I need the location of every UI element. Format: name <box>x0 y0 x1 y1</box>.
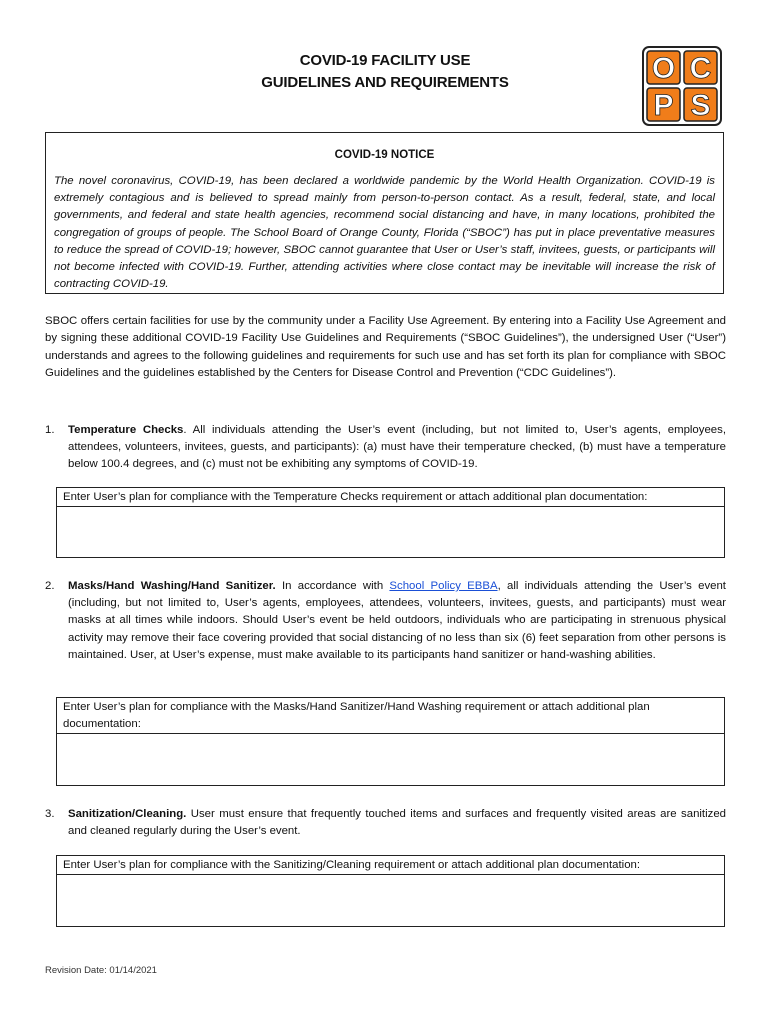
plan-box-masks <box>56 697 725 786</box>
item-number: 1. <box>45 424 55 436</box>
plan-label: Enter User’s plan for compliance with the Sanitizing/Cleaning requirement or attach additional plan documentation: <box>57 856 724 875</box>
item-text: . All individuals attending the User’s event (including, but not limited to, User’s agents, employees, attendees, volunteers, invitees, guests, and participants): (a) must have their temperature checked, (b) must have a temperature below 100.4 degrees, and (c) must not be exhibiting any symptoms of COVID-19. <box>68 424 726 471</box>
school-policy-link[interactable]: School Policy EBBA <box>389 580 498 592</box>
logo-tile-s <box>684 88 717 122</box>
covid-notice-box <box>45 132 724 294</box>
notice-heading: COVID-19 NOTICE <box>334 149 435 161</box>
plan-input-temperature[interactable] <box>57 507 724 559</box>
item-number: 2. <box>45 580 55 592</box>
title-line-1: COVID-19 FACILITY USE <box>299 52 471 69</box>
plan-label: Enter User’s plan for compliance with the Temperature Checks requirement or attach additional plan documentation: <box>57 488 724 507</box>
item-text-after: , all individuals attending the User’s event (including, but not limited to, User’s agents, employees, attendees, volunteers, invitees, guests, and participants) must wear masks at all times while indoors. Should User’s event be held outdoors, individuals who are participating in strenuous physical activity may remove their face covering provided that social distancing of no less than six (6) feet separation from other persons is maintained. User, at User’s expense, must make available to its participants hand sanitizer or hand-washing abilities. <box>68 580 726 661</box>
title-line-2: GUIDELINES AND REQUIREMENTS <box>261 74 509 91</box>
logo-tile-o <box>647 51 680 85</box>
logo-letter-o: O <box>651 52 676 85</box>
item-heading: Masks/Hand Washing/Hand Sanitizer. <box>68 580 276 592</box>
plan-box-sanitization <box>56 855 725 927</box>
logo-tile-c <box>684 51 717 85</box>
plan-input-masks[interactable] <box>57 734 724 786</box>
item-text: In accordance with <box>275 580 390 592</box>
item-heading: Temperature Checks <box>68 424 184 436</box>
intro-paragraph: SBOC offers certain facilities for use by the community under a Facility Use Agreement. By entering into a Facility Use Agreement and by signing these additional COVID-19 Facility Use Guidelines and Requirements (“SBOC Guidelines”), the undersigned User (“User”) understands and agrees to the following guidelines and requirements for such use and has set forth its plan for compliance with SBOC Guidelines and the guidelines established by the Centers for Disease Control and Prevention (“CDC Guidelines”). <box>45 315 726 380</box>
plan-label: Enter User’s plan for compliance with the Masks/Hand Sanitizer/Hand Washing requirement or attach additional plan documentation: <box>57 698 724 734</box>
requirement-item-1 <box>45 422 726 474</box>
plan-input-sanitization[interactable] <box>57 875 724 927</box>
notice-body: The novel coronavirus, COVID-19, has been declared a worldwide pandemic by the World Health Organization. COVID-19 is extremely contagious and is believed to spread mainly from person-to-person contact. As a result, federal, state, and local governments, and federal and state health agencies, recommend social distancing and have, in many locations, prohibited the congregation of groups of people. The School Board of Orange County, Florida (“SBOC”) has put in place preventative measures to reduce the spread of COVID-19; however, SBOC cannot guarantee that User or User’s staff, invitees, guests, or participants will not become infected with COVID-19. Further, attending activities where close contact may be inevitable will increase the risk of contracting COVID-19. <box>54 175 715 291</box>
item-heading: Sanitization/Cleaning. <box>68 808 187 820</box>
plan-box-temperature <box>56 487 725 558</box>
revision-date: Revision Date: 01/14/2021 <box>45 965 157 976</box>
item-number: 3. <box>45 808 55 820</box>
logo-letter-c: C <box>689 52 712 85</box>
logo-letter-p: P <box>653 89 674 122</box>
requirement-item-2 <box>45 578 726 664</box>
ocps-logo <box>642 46 722 126</box>
logo-letter-s: S <box>690 89 711 122</box>
logo-tile-p <box>647 88 680 122</box>
requirement-item-3 <box>45 806 726 840</box>
item-text: User must ensure that frequently touched items and surfaces and frequently visited areas are sanitized and cleaned regularly during the User’s event. <box>68 808 726 838</box>
